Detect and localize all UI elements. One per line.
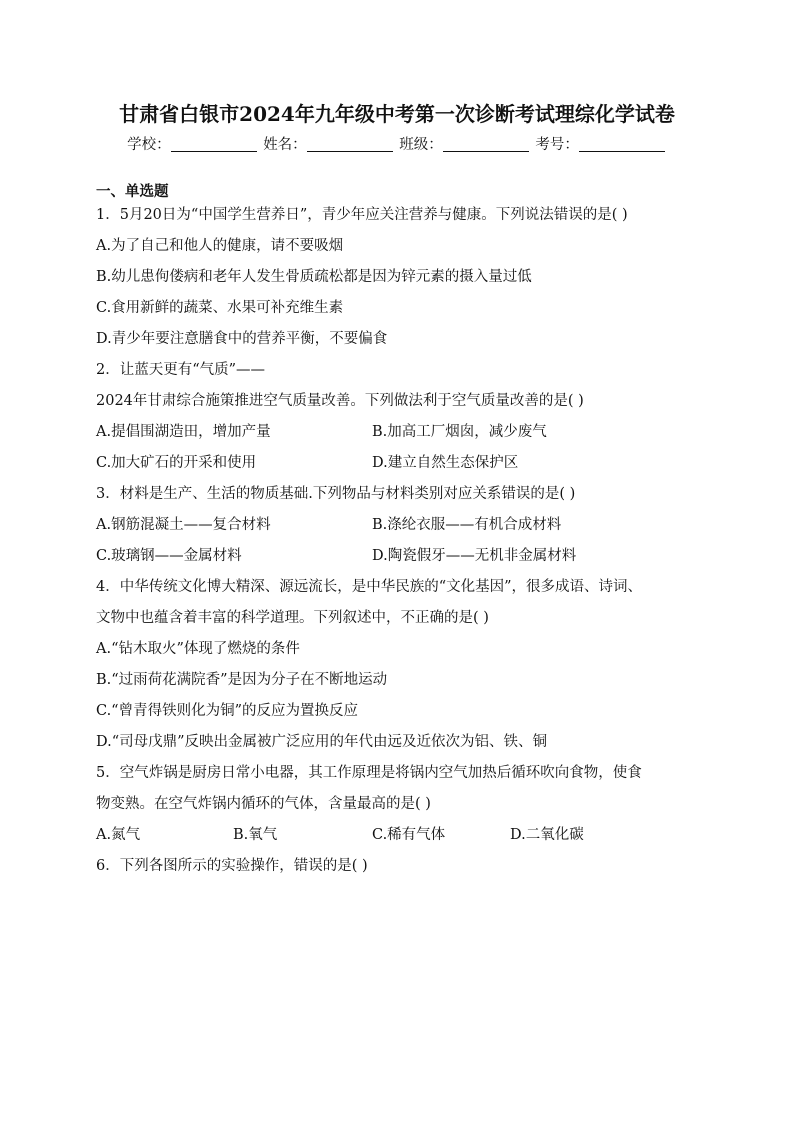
school-blank — [171, 135, 257, 152]
q4-option-c: C.“曾青得铁则化为铜”的反应为置换反应 — [96, 703, 359, 719]
q5-option-c: C.稀有气体 — [372, 827, 446, 843]
q3-option-b: B.涤纶衣服——有机合成材料 — [372, 517, 562, 533]
q1-option-b: B.幼儿患佝偻病和老年人发生骨质疏松都是因为锌元素的摄入量过低 — [96, 269, 532, 285]
q2-stem-line1: 2．让蓝天更有“气质”—— — [96, 362, 266, 378]
q2-option-d: D.建立自然生态保护区 — [372, 455, 519, 471]
q4-option-d: D.“司母戊鼎”反映出金属被广泛应用的年代由远及近依次为铝、铁、铜 — [96, 734, 548, 750]
name-blank — [307, 135, 393, 152]
q5-option-a: A.氮气 — [96, 827, 141, 843]
q4-option-a: A.“钻木取火”体现了燃烧的条件 — [96, 641, 300, 657]
q4-stem-line2: 文物中也蕴含着丰富的科学道理。下列叙述中，不正确的是( ) — [96, 610, 489, 626]
q4-option-b: B.“过雨荷花满院香”是因为分子在不断地运动 — [96, 672, 388, 688]
class-blank — [443, 135, 529, 152]
number-label: 考号： — [535, 137, 579, 153]
q5-option-d: D.二氧化碳 — [510, 827, 584, 843]
q6-stem: 6．下列各图所示的实验操作，错误的是( ) — [96, 858, 368, 874]
student-info-row — [0, 134, 794, 156]
q3-option-a: A.钢筋混凝土——复合材料 — [96, 517, 271, 533]
q2-option-b: B.加高工厂烟囱，减少废气 — [372, 424, 547, 440]
section-title: 一、单选题 — [96, 183, 169, 200]
name-label: 姓名： — [263, 137, 307, 153]
page-title: 甘肃省白银市2024年九年级中考第一次诊断考试理综化学试卷 — [119, 102, 675, 126]
q5-stem-line1: 5．空气炸锅是厨房日常小电器，其工作原理是将锅内空气加热后循环吹向食物，使食 — [96, 765, 642, 781]
q1-option-a: A.为了自己和他人的健康，请不要吸烟 — [96, 238, 344, 254]
q4-stem-line1: 4．中华传统文化博大精深、源远流长，是中华民族的“文化基因”，很多成语、诗词、 — [96, 579, 643, 595]
school-label: 学校： — [127, 137, 171, 153]
q3-option-c: C.玻璃钢——金属材料 — [96, 548, 242, 564]
q3-option-d: D.陶瓷假牙——无机非金属材料 — [372, 548, 577, 564]
number-blank — [579, 135, 665, 152]
q2-option-c: C.加大矿石的开采和使用 — [96, 455, 257, 471]
class-label: 班级： — [399, 137, 443, 153]
q2-stem-line2: 2024年甘肃综合施策推进空气质量改善。下列做法利于空气质量改善的是( ) — [96, 393, 584, 409]
q2-option-a: A.提倡围湖造田，增加产量 — [96, 424, 271, 440]
q3-stem: 3．材料是生产、生活的物质基础.下列物品与材料类别对应关系错误的是( ) — [96, 486, 576, 502]
q1-option-c: C.食用新鲜的蔬菜、水果可补充维生素 — [96, 300, 344, 316]
q5-stem-line2: 物变熟。在空气炸锅内循环的气体，含量最高的是( ) — [96, 796, 431, 812]
q5-option-b: B.氧气 — [233, 827, 278, 843]
q1-stem: 1．5月20日为“中国学生营养日”，青少年应关注营养与健康。下列说法错误的是( ) — [96, 207, 628, 223]
q1-option-d: D.青少年要注意膳食中的营养平衡，不要偏食 — [96, 331, 388, 347]
